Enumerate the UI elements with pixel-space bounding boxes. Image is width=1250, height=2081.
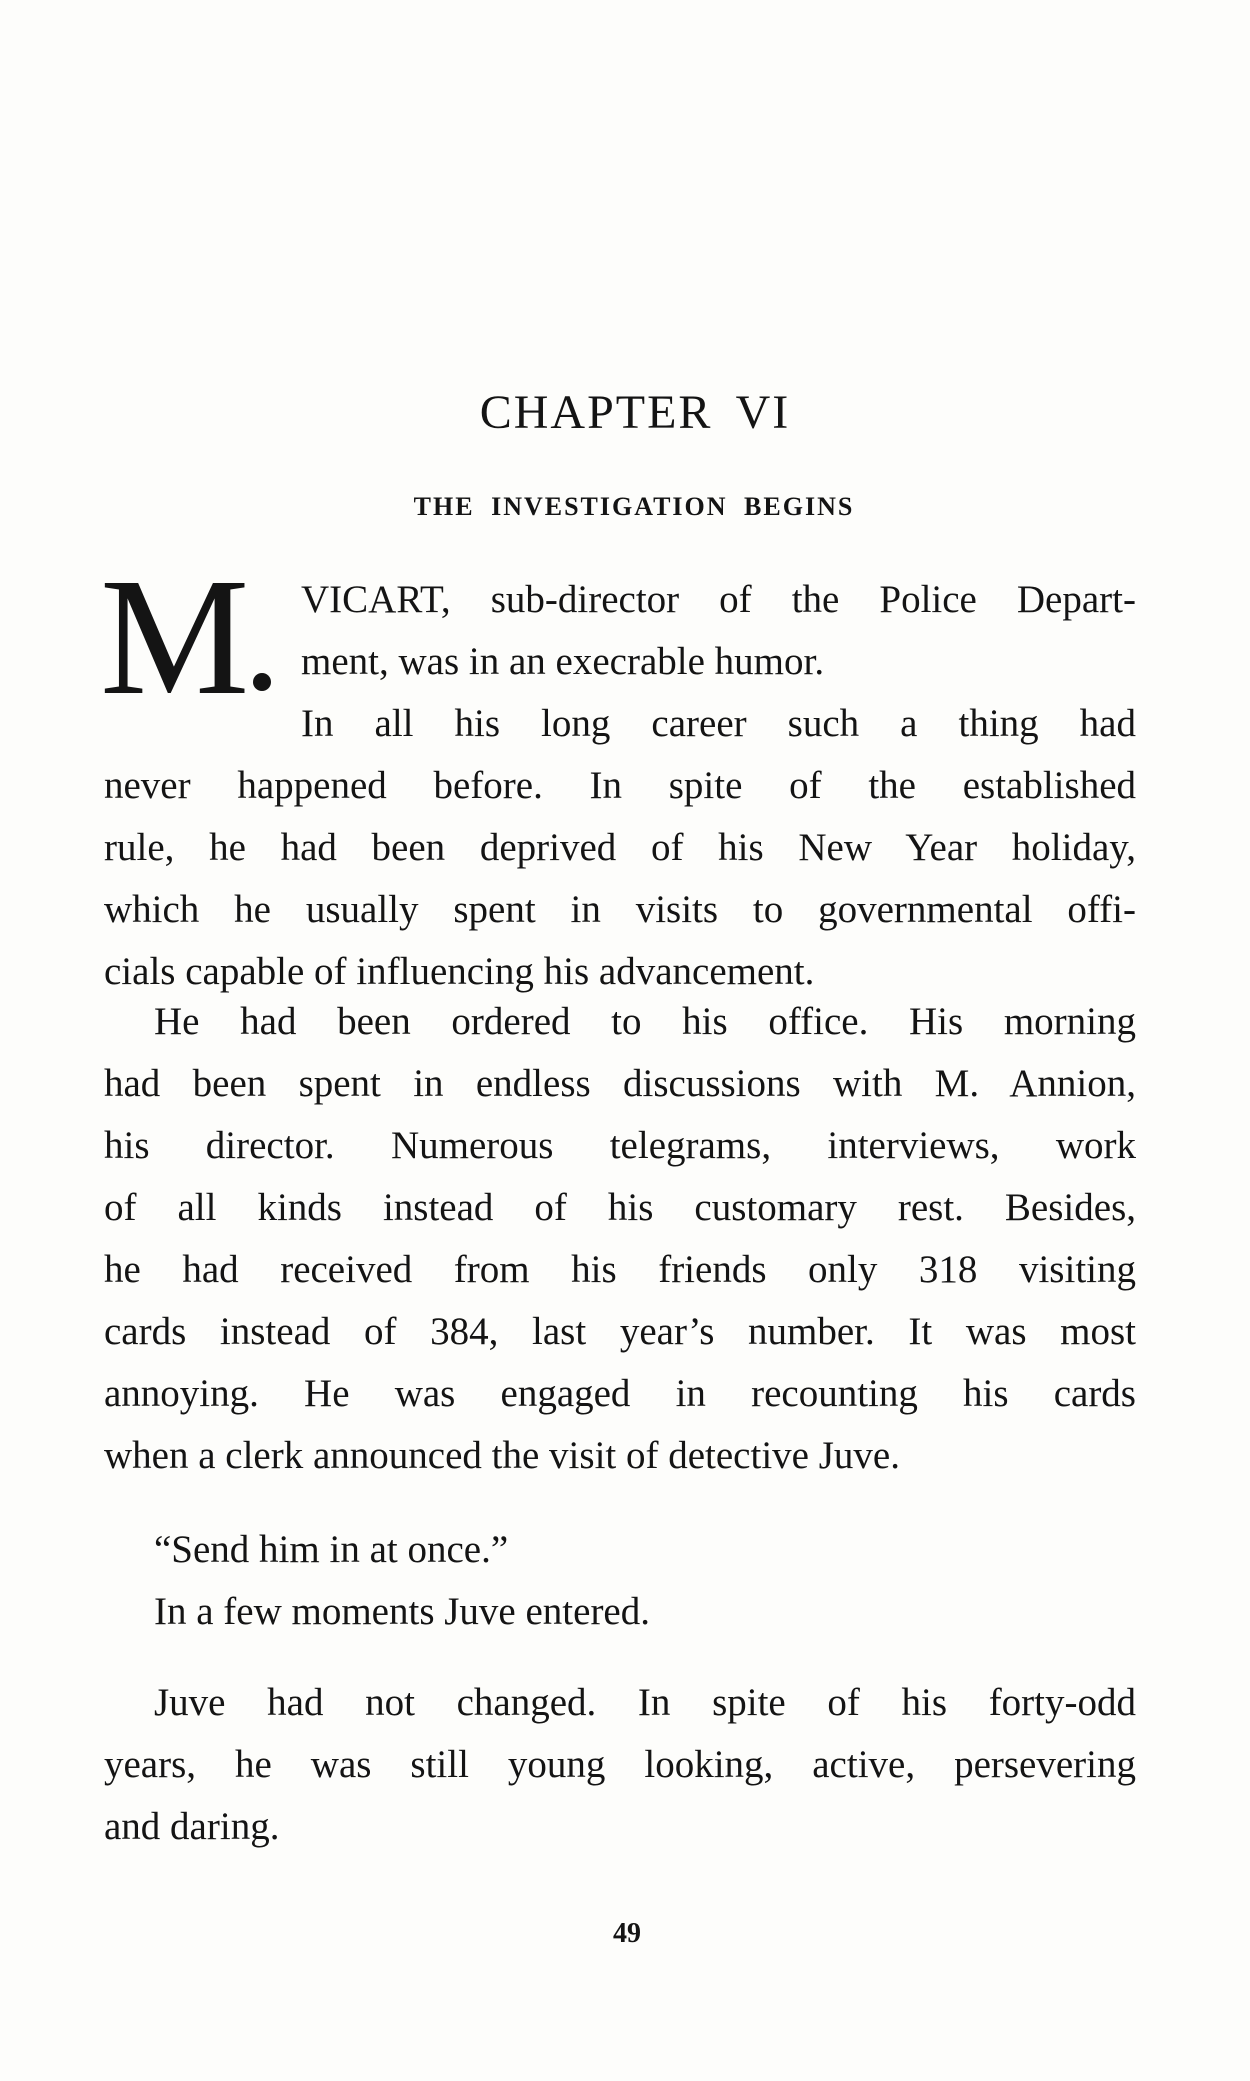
text-line: cards instead of 384, last year’s number. It was most xyxy=(104,1310,1136,1353)
drop-cap-letter: M xyxy=(100,544,250,730)
text-line: had been spent in endless discussions with M. Annion, xyxy=(104,1062,1136,1105)
text-line: his director. Numerous telegrams, interviews, work xyxy=(104,1124,1136,1167)
text-line: years, he was still young looking, active, persevering xyxy=(104,1743,1136,1786)
text-line: Juve had not changed. In spite of his forty-odd xyxy=(154,1681,1136,1724)
text-line: He had been ordered to his office. His morning xyxy=(154,1000,1136,1043)
text-line: In all his long career such a thing had xyxy=(301,702,1136,745)
text-line: In a few moments Juve entered. xyxy=(154,1590,650,1633)
text-line: ment, was in an execrable humor. xyxy=(301,640,825,683)
text-line: rule, he had been deprived of his New Year holiday, xyxy=(104,826,1136,869)
text-line: he had received from his friends only 318 visiting xyxy=(104,1248,1136,1291)
opening-hanging-lines xyxy=(301,569,1136,693)
text-line: of all kinds instead of his customary rest. Besides, xyxy=(104,1186,1136,1229)
drop-cap-period xyxy=(253,673,271,691)
text-line: annoying. He was engaged in recounting his cards xyxy=(104,1372,1136,1415)
paragraph-2 xyxy=(104,991,1136,1487)
text-line: “Send him in at once.” xyxy=(154,1528,509,1571)
text-line: cials capable of influencing his advancement. xyxy=(104,950,815,993)
chapter-subtitle: THE INVESTIGATION BEGINS xyxy=(413,492,855,521)
paragraph-1 xyxy=(104,693,1136,1003)
paragraph-4 xyxy=(104,1672,1136,1858)
chapter-title: CHAPTER VI xyxy=(479,386,791,439)
page-number: 49 xyxy=(613,1918,641,1949)
text-line: never happened before. In spite of the established xyxy=(104,764,1136,807)
paragraph-3 xyxy=(104,1519,1136,1643)
text-line: when a clerk announced the visit of detective Juve. xyxy=(104,1434,900,1477)
text-line: which he usually spent in visits to governmental offi- xyxy=(104,888,1136,931)
text-line: VICART, sub-director of the Police Depart- xyxy=(301,578,1136,621)
text-line: and daring. xyxy=(104,1805,280,1848)
